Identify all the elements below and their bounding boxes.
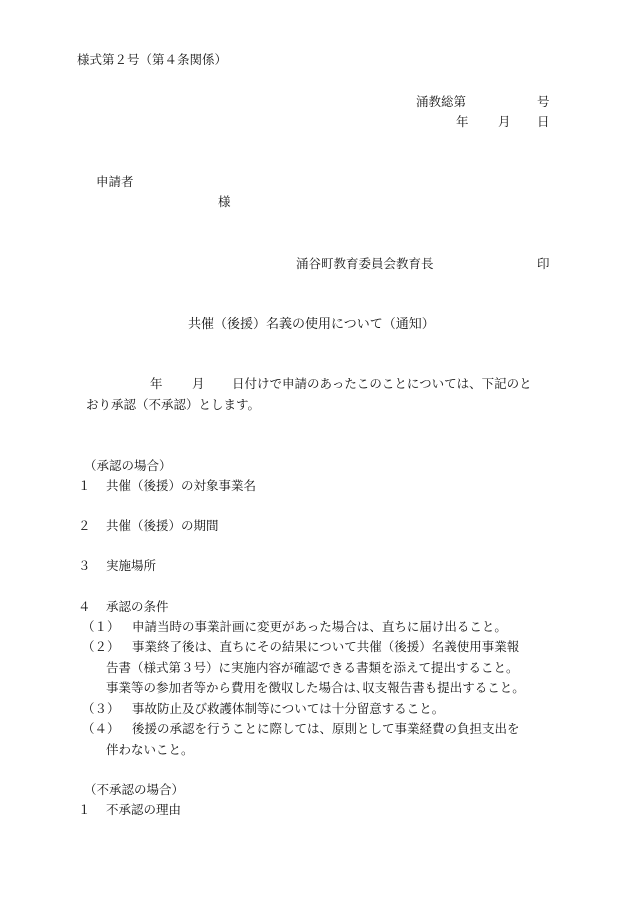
condition-line: 申請当時の事業計画に変更があった場合は、直ちに届け出ること。: [132, 619, 507, 634]
condition-num: （４）: [82, 721, 120, 736]
issuer-name: 涌谷町教育委員会教育長: [296, 256, 434, 271]
doc-number-suffix: 号: [537, 94, 550, 109]
intro-line1: 日付けで申請のあったこのことについては、下記のと: [232, 376, 532, 391]
doc-number-prefix: 涌教総第: [416, 94, 467, 109]
intro-month: 月: [192, 376, 205, 391]
applicant-label: 申請者: [96, 174, 134, 189]
condition-line: 告書（様式第３号）に実施内容が確認できる書類を添えて提出すること。: [106, 660, 519, 675]
approved-item-text: 承認の条件: [106, 599, 169, 614]
rejected-item-text: 不承認の理由: [106, 802, 182, 817]
intro-year: 年: [150, 376, 163, 391]
intro-line2: おり承認（不承認）とします。: [86, 397, 261, 412]
date-month: 月: [498, 114, 511, 129]
condition-num: （３）: [82, 701, 120, 716]
condition-line: 伴わないこと。: [106, 742, 194, 757]
approved-item-num: ４: [78, 599, 91, 614]
approved-item-text: 共催（後援）の対象事業名: [106, 478, 257, 493]
approved-item-text: 実施場所: [106, 558, 157, 573]
approved-item-text: 共催（後援）の期間: [106, 518, 219, 533]
approved-heading: （承認の場合）: [84, 458, 172, 473]
condition-line: 事業等の参加者等から費用を徴収した場合は､収支報告書も提出すること。: [106, 680, 525, 695]
form-label: 様式第２号（第４条関係）: [77, 52, 228, 67]
date-year: 年: [456, 114, 469, 129]
document-title: 共催（後援）名義の使用について（通知）: [188, 317, 435, 332]
condition-num: （１）: [82, 619, 120, 634]
rejected-item-num: １: [78, 802, 91, 817]
rejected-heading: （不承認の場合）: [84, 782, 185, 797]
date-day: 日: [537, 114, 550, 129]
approved-item-num: ２: [78, 518, 91, 533]
condition-line: 事業終了後は、直ちにその結果について共催（後援）名義使用事業報: [132, 639, 520, 654]
condition-line: 事故防止及び救護体制等については十分留意すること。: [132, 701, 445, 716]
condition-line: 後援の承認を行うことに際しては、原則として事業経費の負担支出を: [132, 721, 520, 736]
issuer-seal: 印: [537, 256, 550, 271]
applicant-honorific: 様: [218, 194, 231, 209]
approved-item-num: ３: [78, 558, 91, 573]
condition-num: （２）: [82, 639, 120, 654]
approved-item-num: １: [78, 478, 91, 493]
